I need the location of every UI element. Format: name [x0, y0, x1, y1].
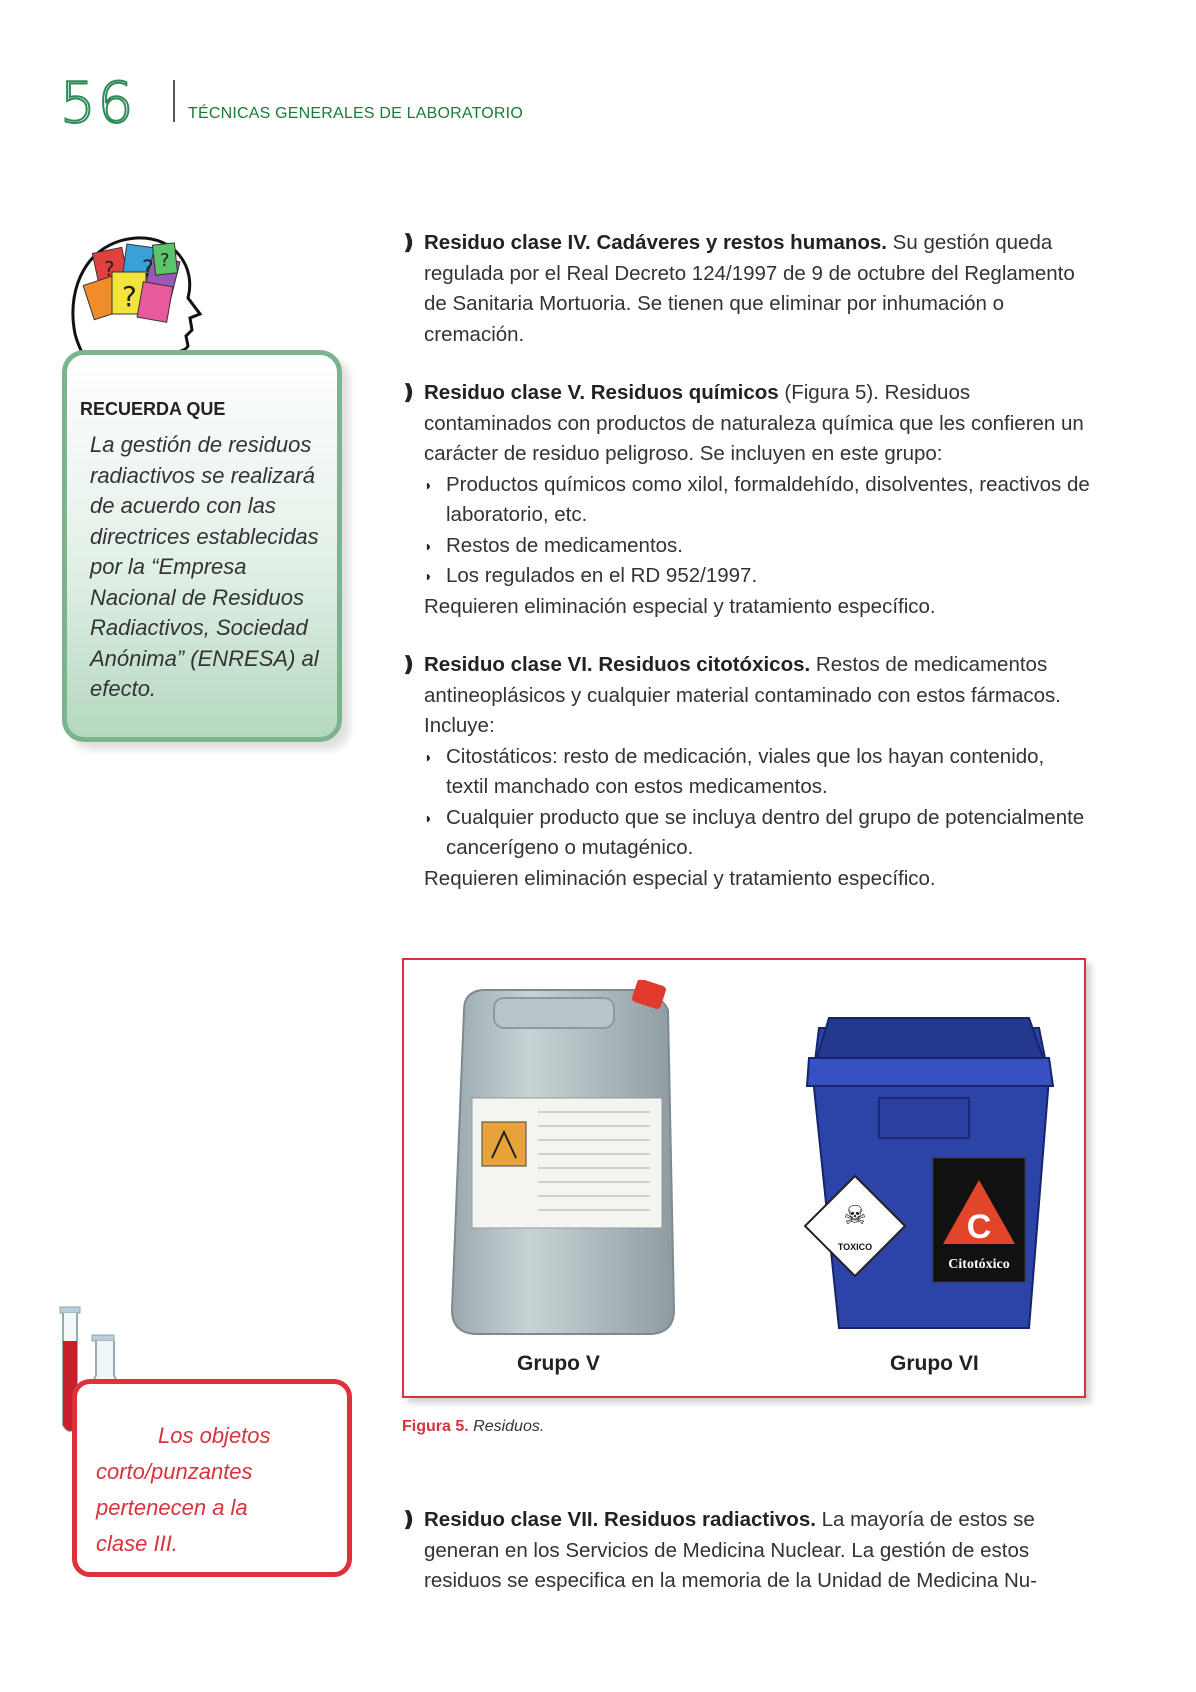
page-number: 56 [60, 71, 136, 136]
list-item: ◗ Restos de medicamentos. [400, 531, 1090, 562]
svg-text:?: ? [160, 250, 170, 271]
arrow-bullet-icon: ❫ [400, 1508, 418, 1531]
figure-caption-text: Residuos. [468, 1418, 545, 1435]
svg-text:☠: ☠ [843, 1201, 867, 1231]
bullet-icon: ◗ [424, 568, 433, 584]
list-item: ◗ Productos químicos como xilol, formaldehído, disolventes, reactivos de laboratorio, etc. [400, 470, 1090, 531]
bullet-icon: ◗ [424, 748, 433, 765]
cytotoxic-container-image [799, 998, 1059, 1338]
running-header-title: TÉCNICAS GENERALES DE LABORATORIO [188, 105, 523, 122]
svg-text:?: ? [122, 280, 137, 313]
section-clase-vi [400, 650, 1090, 742]
arrow-bullet-icon: ❫ [400, 653, 418, 676]
bullet-icon: ◗ [424, 809, 433, 826]
arrow-bullet-icon: ❫ [400, 231, 418, 254]
section-text: Restos de medicamentos antineoplásicos y cualquier material contaminado con estos fármacos. Incluye: [424, 653, 1061, 737]
section-clase-iv [400, 228, 1090, 350]
section-text: Su gestión queda regulada por el Real Decreto 124/1997 de 9 de octubre del Reglamento de Sanitaria Mortuoria. Se tienen que eliminar por inhumación o cremación. [424, 231, 1075, 346]
figure-label-grupo-vi: Grupo VI [890, 1352, 979, 1375]
section-title: Residuo clase IV. Cadáveres y restos humanos. [424, 231, 887, 254]
cytotoxic-sticker-label: Citotóxico [948, 1257, 1010, 1272]
main-column [400, 228, 1090, 894]
section-title: Residuo clase V. Residuos químicos [424, 381, 779, 404]
section-clase-v [400, 378, 1090, 470]
chemical-jerrycan-image [434, 980, 704, 1350]
list-item: ◗ Los regulados en el RD 952/1997. [400, 561, 1090, 592]
section-closing: Requieren eliminación especial y tratamiento específico. [424, 866, 936, 890]
list-item: ◗ Cualquier producto que se incluya dentro del grupo de potencialmente cancerígeno o mutagénico. [400, 803, 1090, 864]
toxic-sticker-label: TOXICO [837, 1242, 873, 1252]
bullet-icon: ◗ [424, 476, 433, 493]
cytotoxic-c-symbol: C [966, 1208, 992, 1246]
section-text: La mayoría de estos se generan en los Servicios de Medicina Nuclear. La gestión de estos residuos se especifica en la memoria de la Unidad de Medicina Nu- [424, 1508, 1038, 1592]
section-title: Residuo clase VII. Residuos radiactivos. [424, 1508, 816, 1531]
section-closing: Requieren eliminación especial y tratamiento específico. [424, 594, 936, 618]
figure-5 [402, 958, 1086, 1398]
section-clase-vii [400, 1505, 1090, 1597]
figure-caption-number: Figura 5. [402, 1418, 469, 1435]
figure-label-grupo-v: Grupo V [517, 1352, 600, 1375]
section-text: (Figura 5). Residuos contaminados con productos de naturaleza química que les confieren un carácter de residuo peligroso. Se incluyen en este grupo: [424, 381, 1084, 465]
svg-text:?: ? [142, 257, 154, 282]
bullet-icon: ◗ [424, 537, 433, 554]
svg-text:?: ? [104, 257, 115, 281]
list-item: ◗ Citostáticos: resto de medicación, viales que los hayan contenido, textil manchado con estos medicamentos. [400, 742, 1090, 803]
recuerda-text: La gestión de residuos radiactivos se realizará de acuerdo con las directrices establecidas por la “Empresa Nacional de Residuos Radiactivos, Sociedad Anónima” (ENRESA) al efecto. [90, 432, 319, 701]
header-divider [173, 80, 175, 122]
section-title: Residuo clase VI. Residuos citotóxicos. [424, 653, 811, 676]
figure-caption [402, 1418, 544, 1436]
note-text: Los objetos corto/punzantes pertenecen a la clase III. [96, 1423, 271, 1556]
bottom-column [400, 1505, 1090, 1597]
arrow-bullet-icon: ❫ [400, 381, 418, 404]
recuerda-title: RECUERDA QUE [80, 399, 226, 419]
